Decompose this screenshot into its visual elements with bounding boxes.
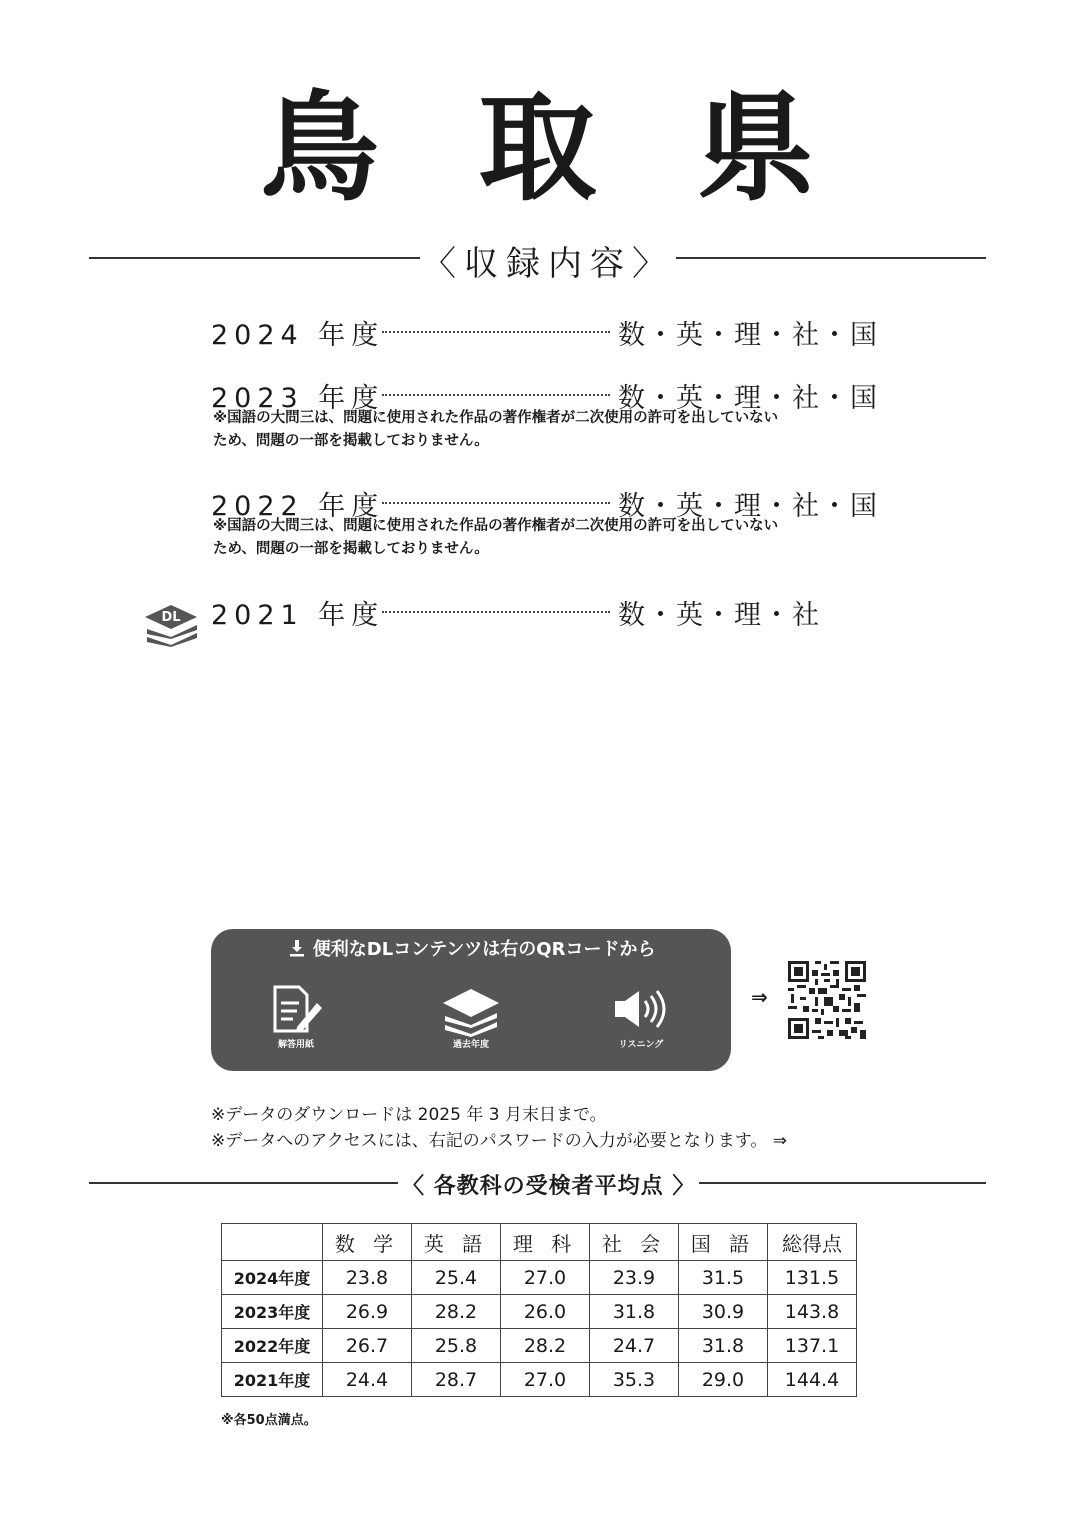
table-cell: 26.9 — [323, 1295, 412, 1329]
table-cell: 29.0 — [679, 1363, 768, 1397]
table-cell: 24.7 — [590, 1329, 679, 1363]
table-cell: 28.2 — [412, 1295, 501, 1329]
table-row — [222, 1295, 857, 1329]
contents-subjects: 数・英・理・社・国 — [618, 491, 879, 522]
table-header-cell: 総得点 — [768, 1224, 857, 1261]
contents-subjects: 数・英・理・社・国 — [618, 383, 879, 414]
table-cell: 144.4 — [768, 1363, 857, 1397]
table-row — [222, 1363, 857, 1397]
footnote: ※各50点満点。 — [221, 1413, 317, 1428]
table-header-cell: 数 学 — [323, 1224, 412, 1261]
dl-books-icon — [141, 597, 201, 647]
table-row — [222, 1329, 857, 1363]
answer-sheet-icon — [269, 981, 325, 1037]
table-header-cell: 英 語 — [412, 1224, 501, 1261]
table-row-year: 2022年度 — [222, 1329, 323, 1363]
table-cell: 137.1 — [768, 1329, 857, 1363]
books-icon — [439, 981, 503, 1037]
table-cell: 28.7 — [412, 1363, 501, 1397]
contents-note-line: ※国語の大問三は、問題に使用された作品の著作権者が二次使用の許可を出していない — [213, 518, 779, 534]
table-cell: 23.8 — [323, 1261, 412, 1295]
dl-panel-title: 便利なDLコンテンツは右のQRコードから — [211, 935, 731, 961]
table-cell: 30.9 — [679, 1295, 768, 1329]
table-cell: 25.4 — [412, 1261, 501, 1295]
leader-dots — [382, 611, 610, 613]
table-row-year: 2024年度 — [222, 1261, 323, 1295]
contents-note-line: ため、問題の一部を掲載しておりません。 — [213, 541, 489, 557]
table-cell: 26.7 — [323, 1329, 412, 1363]
contents-subjects: 数・英・理・社・国 — [618, 320, 879, 351]
table-row-year: 2023年度 — [222, 1295, 323, 1329]
dl-contents-panel — [211, 929, 731, 1071]
page-title: 鳥取県 — [260, 79, 915, 217]
dl-item-label: 解答用紙 — [277, 1040, 314, 1050]
arrow-to-qr: ⇒ — [751, 985, 768, 1009]
password-note: ※データへのアクセスには、右記のパスワードの入力が必要となります。 ⇒ — [211, 1131, 788, 1151]
table-cell: 23.9 — [590, 1261, 679, 1295]
download-icon — [287, 939, 313, 960]
contents-note-line: ため、問題の一部を掲載しておりません。 — [213, 433, 489, 449]
contents-year: 2022 年度 — [211, 491, 385, 522]
table-cell: 28.2 — [501, 1329, 590, 1363]
contents-note-line: ※国語の大問三は、問題に使用された作品の著作権者が二次使用の許可を出していない — [213, 410, 779, 426]
table-cell: 31.8 — [679, 1329, 768, 1363]
average-scores-table — [221, 1223, 857, 1397]
table-cell: 27.0 — [501, 1363, 590, 1397]
leader-dots — [382, 331, 610, 333]
table-cell: 27.0 — [501, 1261, 590, 1295]
table-cell: 24.4 — [323, 1363, 412, 1397]
table-header-cell: 理 科 — [501, 1224, 590, 1261]
table-header-row — [222, 1224, 857, 1261]
scores-heading: 〈 各教科の受検者平均点 〉 — [398, 1169, 699, 1200]
dl-badge-text: DL — [161, 610, 181, 625]
table-cell: 143.8 — [768, 1295, 857, 1329]
table-cell: 31.5 — [679, 1261, 768, 1295]
table-cell: 26.0 — [501, 1295, 590, 1329]
dl-item-label: 過去年度 — [452, 1040, 489, 1050]
table-cell: 131.5 — [768, 1261, 857, 1295]
table-row — [222, 1261, 857, 1295]
leader-dots — [382, 394, 610, 396]
table-cell: 25.8 — [412, 1329, 501, 1363]
table-header-cell: 社 会 — [590, 1224, 679, 1261]
contents-heading: 〈収録内容〉 — [420, 236, 676, 285]
leader-dots — [382, 502, 610, 504]
table-cell: 31.8 — [590, 1295, 679, 1329]
table-header-cell: 国 語 — [679, 1224, 768, 1261]
contents-year: 2021 年度 — [211, 600, 385, 631]
download-deadline-note: ※データのダウンロードは 2025 年 3 月末日まで。 — [211, 1105, 607, 1125]
table-header-cell — [222, 1224, 323, 1261]
table-cell: 35.3 — [590, 1363, 679, 1397]
table-row-year: 2021年度 — [222, 1363, 323, 1397]
qr-code-icon[interactable] — [788, 961, 866, 1039]
contents-year: 2024 年度 — [211, 320, 385, 351]
contents-subjects: 数・英・理・社 — [618, 600, 821, 631]
dl-item-label: リスニング — [618, 1040, 664, 1050]
contents-year: 2023 年度 — [211, 383, 385, 414]
speaker-icon — [611, 987, 671, 1031]
